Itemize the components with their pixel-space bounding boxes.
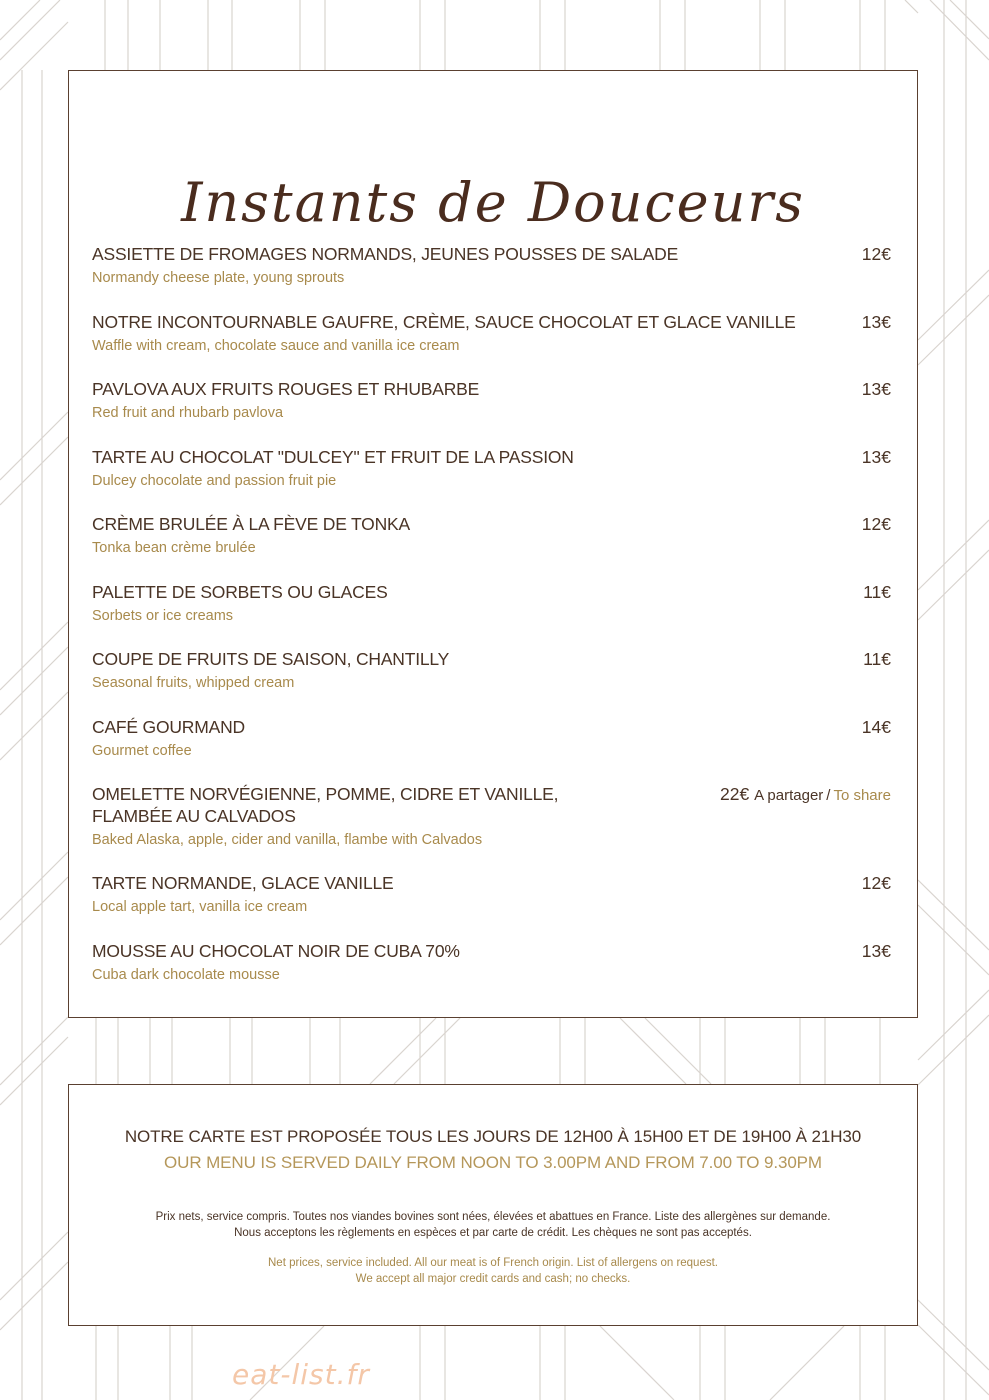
item-name: ASSIETTE DE FROMAGES NORMANDS, JEUNES POUSSES DE SALADE [92,244,679,264]
item-description: Red fruit and rhubarb pavlova [92,405,284,421]
menu-item [92,581,891,649]
item-name: OMELETTE NORVÉGIENNE, POMME, CIDRE ET VANILLE, FLAMBÉE AU CALVADOS [92,784,559,826]
item-price: 14€ [861,716,891,737]
menu-items-list [92,243,891,1007]
item-description: Normandy cheese plate, young sprouts [92,270,345,286]
menu-item [92,378,891,446]
dessert-menu-panel [68,70,918,1018]
item-price: 13€ [861,446,891,467]
menu-item [92,513,891,581]
legal-notice-en [69,1255,917,1287]
service-hours-en: OUR MENU IS SERVED DAILY FROM NOON TO 3.00PM AND FROM 7.00 TO 9.30PM [164,1153,822,1172]
menu-item [92,783,891,872]
item-name: COUPE DE FRUITS DE SAISON, CHANTILLY [92,649,450,669]
item-price: 12€ [861,514,891,534]
item-price: 13€ [861,379,891,399]
legal-line: Net prices, service included. All our meat is of French origin. List of allergens on request. [268,1257,718,1269]
item-name: MOUSSE AU CHOCOLAT NOIR DE CUBA 70% [92,940,460,961]
menu-item [92,716,891,784]
item-name: TARTE NORMANDE, GLACE VANILLE [92,873,394,893]
item-name: PAVLOVA AUX FRUITS ROUGES ET RHUBARBE [92,379,480,399]
menu-item [92,648,891,716]
item-description: Dulcey chocolate and passion fruit pie [92,472,337,489]
item-name: TARTE AU CHOCOLAT "DULCEY" ET FRUIT DE LA PASSION [92,446,574,467]
item-description: Sorbets or ice creams [92,607,234,624]
legal-notice-fr [69,1209,917,1241]
menu-item [92,311,891,379]
info-panel [68,1084,918,1326]
legal-line: Nous acceptons les règlements en espèces et par carte de crédit. Les chèques ne sont pas acceptés. [234,1227,752,1239]
share-separator: / [826,787,831,804]
item-price: 12€ [861,873,891,893]
menu-title: Instants de Douceurs [181,171,805,234]
item-description: Baked Alaska, apple, cider and vanilla, flambe with Calvados [92,832,483,848]
item-price-share [720,783,891,807]
item-description: Seasonal fruits, whipped cream [92,675,295,691]
item-description: Tonka bean crème brulée [92,540,256,556]
menu-item [92,940,891,1008]
item-name: CAFÉ GOURMAND [92,716,245,737]
legal-line: We accept all major credit cards and cash; no checks. [355,1273,631,1285]
item-price: 11€ [863,581,891,602]
item-price: 22€ [719,784,750,804]
item-name: CRÈME BRULÉE À LA FÈVE DE TONKA [92,514,410,534]
item-description: Waffle with cream, chocolate sauce and vanilla ice cream [92,337,460,354]
share-label-fr: A partager [754,787,824,804]
watermark: eat-list.fr [232,1358,370,1391]
menu-item [92,243,891,311]
legal-line: Prix nets, service compris. Toutes nos viandes bovines sont nées, élevées et abattues en France. Liste des allergènes sur demande. [155,1211,831,1223]
menu-item [92,872,891,940]
item-price: 12€ [861,244,891,264]
item-name: NOTRE INCONTOURNABLE GAUFRE, CRÈME, SAUCE CHOCOLAT ET GLACE VANILLE [92,311,796,332]
item-price: 13€ [861,311,891,332]
item-description: Local apple tart, vanilla ice cream [92,899,308,915]
item-description: Gourmet coffee [92,742,192,759]
service-hours-fr: NOTRE CARTE EST PROPOSÉE TOUS LES JOURS DE 12H00 À 15H00 ET DE 19H00 À 21H30 [124,1127,862,1146]
item-name: PALETTE DE SORBETS OU GLACES [92,581,388,602]
item-price: 11€ [863,649,891,669]
menu-item [92,446,891,514]
item-price: 13€ [861,940,891,961]
share-label-en: To share [833,787,891,804]
item-description: Cuba dark chocolate mousse [92,966,280,983]
